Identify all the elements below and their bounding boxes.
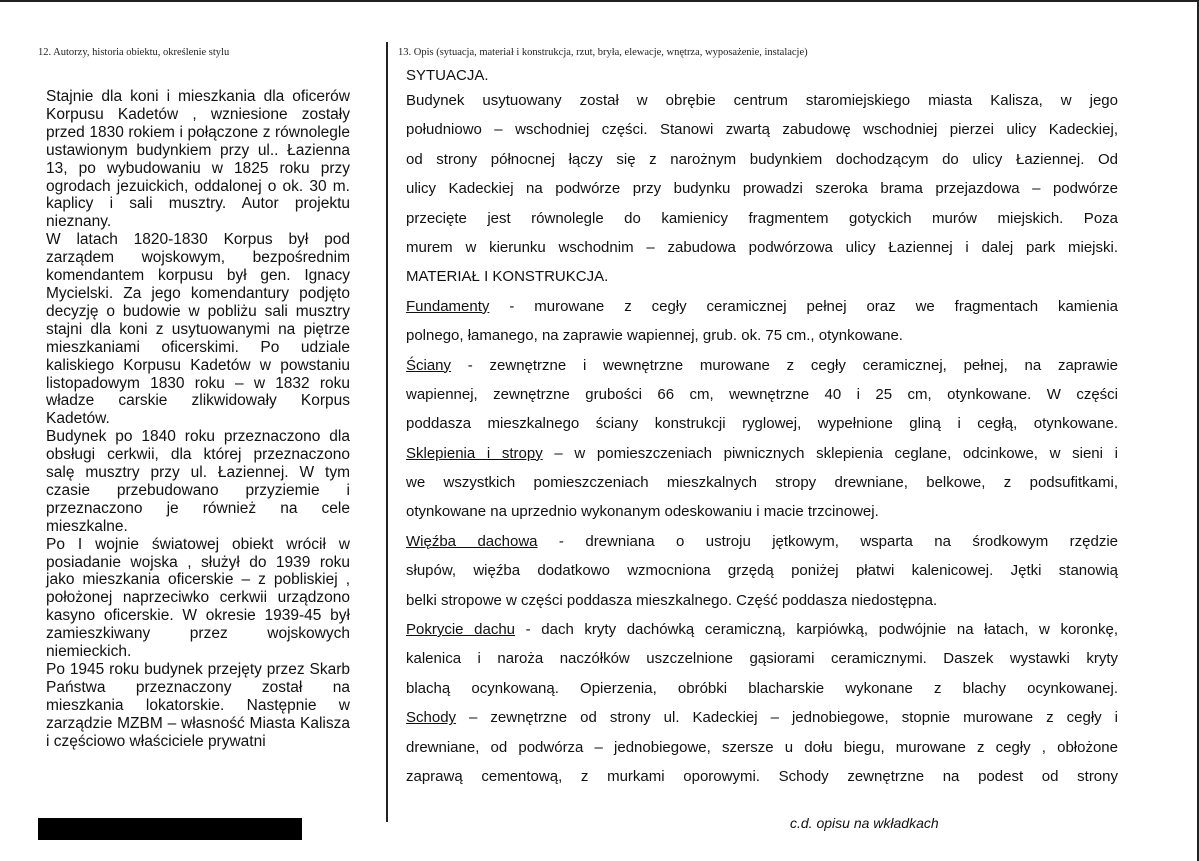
schody-label: Schody: [406, 709, 457, 727]
pokrycie-text: - dach kryty dachówką ceramiczną, karpiówką, podwójnie na łatach, w koronkę,: [515, 621, 1118, 639]
text-line: poddasza mieszkalnego ściany konstrukcji ryglowej, wypełnione gliną i cegłą, otynkowane.: [406, 415, 1118, 433]
wiezba-text: - drewniana o ustroju jętkowym, wsparta na środkowym rzędzie: [537, 532, 1118, 550]
situation-heading: SYTUACJA.: [406, 67, 489, 84]
text-line: belki stropowe w części poddasza mieszkalnego. Część poddasza niedostępna.: [406, 591, 938, 609]
sklepienia-label: Sklepienia i stropy: [406, 444, 543, 462]
text-line: blachą ocynkowaną. Opierzenia, obróbki blacharskie wykonane z blachy ocynkowanej.: [406, 679, 1118, 697]
schody-text: – zewnętrzne od strony ul. Kadeckiej – jednobiegowe, stopnie murowane z cegły i: [456, 709, 1118, 727]
text-line: we wszystkich pomieszczeniach mieszkalnych stropy drewniane, belkowe, z podsufitkami,: [406, 474, 1118, 492]
text-line: zaprawą cementową, z murkami oporowymi. Schody zewnętrzne na podest od strony: [406, 767, 1118, 785]
section-13-header: 13. Opis (sytuacja, materiał i konstrukcja, rzut, bryła, elewacje, wnętrza, wyposażenie, instalacje): [398, 47, 808, 58]
history-paragraph: Po 1945 roku budynek przejęty przez Skarb Państwa przeznaczony został na mieszkania lokatorskie. Następnie w zarządzie MZBM – własność Miasta Kalisza i częściowo właściciele prywatni: [46, 661, 350, 750]
fundamenty-label: Fundamenty: [406, 297, 490, 315]
text-line: słupów, więźba dodatkowo wzmocniona grzędą poniżej płatwi kalenicowej. Jętki stanowią: [406, 562, 1118, 580]
continuation-note: c.d. opisu na wkładkach: [790, 815, 939, 831]
wiezba-label: Więźba dachowa: [406, 532, 538, 550]
text-line: od strony północnej łączy się z narożnym budynkiem dochodzącym do ulicy Łaziennej. Od: [406, 150, 1118, 168]
text-line: wapiennej, zewnętrzne grubości 66 cm, wewnętrzne 40 i 25 cm, otynkowane. W części: [406, 385, 1118, 403]
text-line: [406, 351, 1118, 380]
pokrycie-label: Pokrycie dachu: [406, 621, 516, 639]
text-line: otynkowane na uprzednio wykonanym odeskowaniu i macie trzcinowej.: [406, 503, 879, 521]
sciany-label: Ściany: [406, 356, 452, 374]
text-line: przecięte jest równolegle do kamienicy fragmentem gotyckich murów miejskich. Poza: [406, 209, 1118, 227]
section-12-header: 12. Autorzy, historia obiektu, określenie stylu: [38, 47, 230, 58]
material-heading: MATERIAŁ I KONSTRUKCJA.: [406, 268, 609, 286]
sklepienia-text: – w pomieszczeniach piwnicznych sklepienia ceglane, odcinkowe, w sieni i: [542, 444, 1118, 462]
text-line: [406, 527, 1118, 556]
text-line: [406, 703, 1118, 732]
history-paragraph: Budynek po 1840 roku przeznaczono dla obsługi cerkwii, dla której przeznaczono salę musztry przy ul. Łaziennej. W tym czasie przebudowano przyziemie i przeznaczono je również na cele mieszkalne.: [46, 428, 350, 535]
text-line: ulicy Kadeckiej na podwórze przy budynku prowadzi szeroka brama przejazdowa – podwórze: [406, 180, 1118, 198]
text-line: [406, 292, 1118, 321]
text-line: południowo – wschodniej części. Stanowi zwartą zabudowę wschodniej pierzei ulicy Kadeckiej,: [406, 121, 1118, 139]
column-divider: [386, 42, 388, 822]
text-line: [406, 439, 1118, 468]
redaction-bar: [38, 818, 302, 840]
fundamenty-text: - murowane z cegły ceramicznej pełnej oraz we fragmentach kamienia: [489, 297, 1118, 315]
text-line: kalenica i naroża naczółków uszczelnione gąsiorami ceramicznymi. Daszek wystawki kryty: [406, 650, 1118, 668]
text-line: drewniane, od podwórza – jednobiegowe, szersze u dołu biegu, murowane z cegły , obłożone: [406, 738, 1118, 756]
history-column: [46, 88, 350, 751]
history-paragraph: Stajnie dla koni i mieszkania dla oficerów Korpusu Kadetów , wzniesione zostały przed 1830 rokiem i połączone z równolegle ustawionym budynkiem przy ul.. Łazienna 13, po wybudowaniu w 1825 roku przy ogrodach jezuickich, oddalonej o ok. 30 m. kaplicy i sali musztry. Autor projektu nieznany.: [46, 88, 350, 231]
history-paragraph: Po I wojnie światowej obiekt wrócił w posiadanie wojska , służył do 1939 roku jako mieszkania oficerskie – z pobliskiej , położonej naprzeciwko cerkwii urządzono kasyno oficerskie. W okresie 1939-45 był zamieszkiwany przez wojskowych niemieckich.: [46, 535, 350, 661]
text-line: [406, 615, 1118, 644]
sciany-text: - zewnętrzne i wewnętrzne murowane z cegły ceramicznej, pełnej, na zaprawie: [451, 356, 1118, 374]
text-line: polnego, łamanego, na zaprawie wapiennej, grub. ok. 75 cm., otynkowane.: [406, 327, 903, 345]
description-column: [406, 66, 1118, 791]
text-line: Budynek usytuowany został w obrębie centrum staromiejskiego miasta Kalisza, w jego: [406, 92, 1118, 109]
history-paragraph: W latach 1820-1830 Korpus był pod zarządem wojskowym, bezpośrednim komendantem korpusu był gen. Ignacy Mycielski. Za jego komendantury podjęto decyzję o budowie w pobliżu sali musztry stajni dla koni z usytuowanymi na piętrze mieszkaniami oficerskimi. Po udziale kaliskiego Korpusu Kadetów w powstaniu listopadowym 1830 roku – w 1832 roku władze carskie zlikwidowały Korpus Kadetów.: [46, 231, 350, 428]
text-line: murem w kierunku wschodnim – zabudowa podwórzowa ulicy Łaziennej i dalej park miejski.: [406, 238, 1118, 256]
